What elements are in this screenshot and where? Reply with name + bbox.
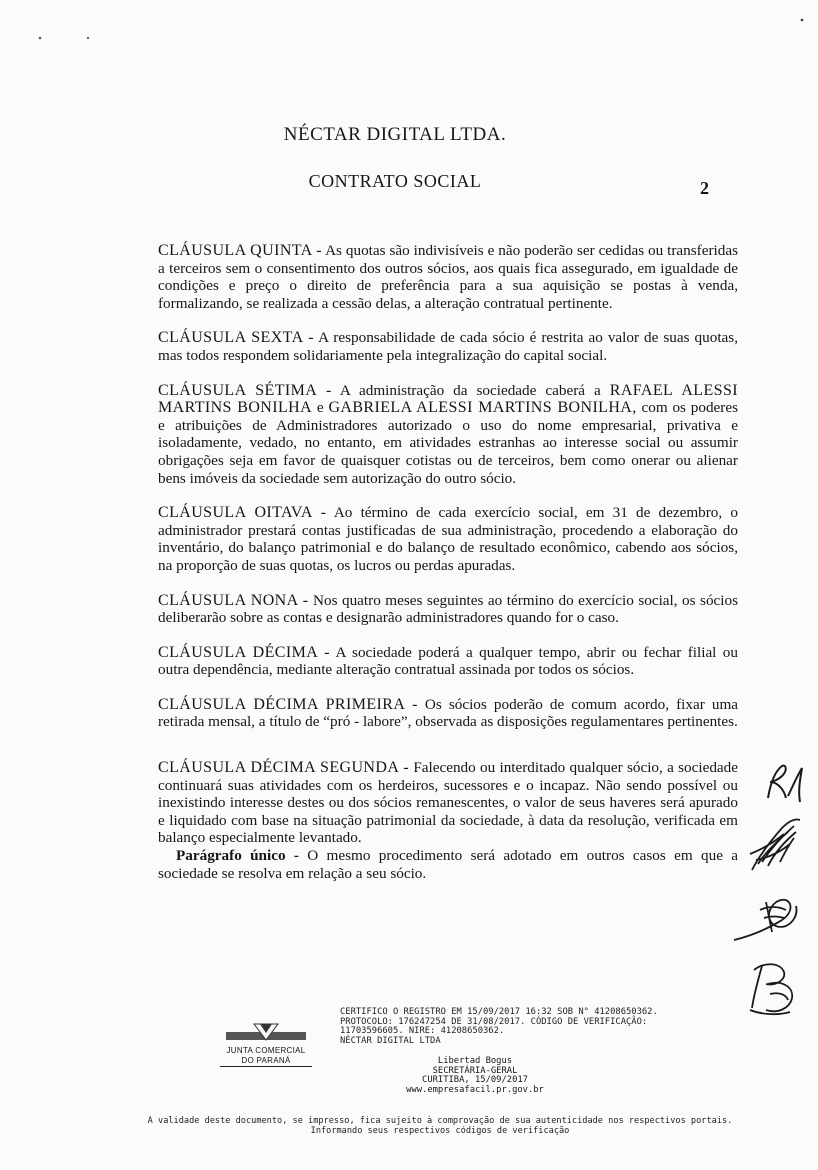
clause-decima-segunda — [158, 759, 738, 847]
signature-initials-2 — [744, 814, 806, 874]
clause-quinta — [158, 242, 738, 312]
stamp-line-2: PROTOCOLO: 176247254 DE 31/08/2017. CÓDIGO DE VERIFICAÇÃO: — [340, 1016, 648, 1027]
clause-nona — [158, 592, 738, 627]
place-date: CURITIBA, 15/09/2017 — [422, 1075, 528, 1086]
clause-text: com os poderes e atribuições de Administradores autorizado o uso do nome empresarial, privativa e isoladamente, vedado, no entanto, em atividades estranhas ao interesse social ou assumir obrigações seja em favor de quaisquer cotistas ou de terceiros, bem como onerar ou alienar bens imóveis da sociedade sem autorização do outro sócio. — [158, 399, 738, 487]
registry-stamp — [340, 1008, 658, 1046]
logo-line-2: DO PARANÁ — [220, 1056, 312, 1067]
clause-text: Ao término de cada exercício social, em 31 de dezembro, o administrador prestará contas justificadas de sua administração, procedendo a elaboração do inventário, do balanço patrimonial e do balanço de resultado econômico, cabendo aos sócios, na proporção de suas quotas, os lucros ou perdas apuradas. — [158, 504, 738, 574]
clause-text: A responsabilidade de cada sócio é restrita ao valor de suas quotas, mas todos respondem solidariamente pela integralização do capital social. — [158, 329, 738, 364]
paragrafo-unico — [158, 847, 738, 882]
connector: e — [316, 399, 324, 417]
clause-title: CLÁUSULA DÉCIMA SEGUNDA - — [158, 759, 410, 777]
stamp-line-4: NÉCTAR DIGITAL LTDA — [340, 1035, 441, 1046]
clause-title: CLÁUSULA DÉCIMA - — [158, 643, 330, 661]
junta-comercial-logo — [220, 1022, 312, 1072]
stamp-line-3: 11703596605. NIRE: 41208650362. — [340, 1026, 505, 1037]
paragrafo-label: Parágrafo único - — [176, 847, 299, 865]
clause-title: CLÁUSULA SÉTIMA - — [158, 381, 332, 399]
clause-text: Nos quatro meses seguintes ao término do exercício social, os sócios deliberarão sobre as contas e designarão administradores quando for o caso. — [158, 591, 739, 627]
website-link: www.empresafacil.pr.gov.br — [406, 1085, 544, 1096]
clause-sexta — [158, 329, 738, 364]
document-title: CONTRATO SOCIAL — [308, 171, 482, 191]
administrator-name: GABRIELA ALESSI MARTINS BONILHA, — [328, 399, 637, 417]
company-name: NÉCTAR DIGITAL LTDA. — [283, 124, 507, 145]
signer-name: Libertad Bogus — [437, 1056, 513, 1066]
validity-footer — [60, 1116, 818, 1136]
administrator-name: RAFAEL ALESSI MARTINS BONILHA — [158, 381, 738, 417]
logo-emblem — [220, 1022, 312, 1044]
footer-line-2: Informando seus respectivos códigos de verificação — [310, 1126, 570, 1136]
clause-title: CLÁUSULA DÉCIMA PRIMEIRA - — [158, 695, 418, 713]
clause-text: Falecendo ou interditado qualquer sócio, a sociedade continuará suas atividades com os herdeiros, sucessores e o incapaz. Não sendo possível ou inexistindo interesse destes ou dos sócios remanescentes, o valor de seus haveres será apurado e liquidado com base na situação patrimonial da sociedade, à data da resolução, verificada em balanço especialmente levantado. — [158, 759, 738, 847]
signer-role: SECRETÁRIA-GERAL — [432, 1065, 518, 1076]
signature-initials-4 — [740, 958, 802, 1020]
clause-title: CLÁUSULA SEXTA - — [158, 329, 314, 347]
clause-title: CLÁUSULA QUINTA - — [158, 242, 322, 259]
footer-line-1: A validade deste documento, se impresso, fica sujeito à comprovação de sua autenticidade nos respectivos portais. — [147, 1116, 733, 1126]
clause-oitava — [158, 504, 738, 574]
logo-line-1: JUNTA COMERCIAL — [226, 1046, 306, 1055]
stamp-line-1: CERTIFICO O REGISTRO EM 15/09/2017 16:32 SOB N° 41208650362. — [340, 1007, 658, 1017]
contract-body — [158, 242, 738, 899]
clause-decima — [158, 644, 738, 679]
signature-initials-1 — [760, 758, 810, 808]
clause-text: A sociedade poderá a qualquer tempo, abrir ou fechar filial ou outra dependência, mediante alteração contratual assinada por todos os sócios. — [158, 643, 738, 679]
page-number: 2 — [700, 178, 709, 198]
clause-title: CLÁUSULA OITAVA - — [158, 504, 327, 522]
clause-title: CLÁUSULA NONA - — [158, 591, 309, 609]
clause-text: A administração da sociedade caberá a — [339, 381, 601, 399]
clause-text: As quotas são indivisíveis e não poderão ser cedidas ou transferidas a terceiros sem o consentimento dos outros sócios, aos quais fica assegurado, em igualdade de condições e preço o direito de preferência para a sua aquisição se postas à venda, formalizando, se realizada a cessão delas, a alteração contratual pertinente. — [158, 242, 738, 312]
clause-setima — [158, 382, 738, 488]
clause-decima-primeira — [158, 696, 738, 731]
paragrafo-text: O mesmo procedimento será adotado em outros casos em que a sociedade se resolva em relação a seu sócio. — [158, 847, 738, 882]
signature-initials-3 — [730, 890, 804, 946]
registry-signer — [390, 1057, 560, 1096]
clause-text: Os sócios poderão de comum acordo, fixar uma retirada mensal, a título de “pró - labore”, observada as disposições regulamentares pertinentes. — [158, 695, 738, 731]
